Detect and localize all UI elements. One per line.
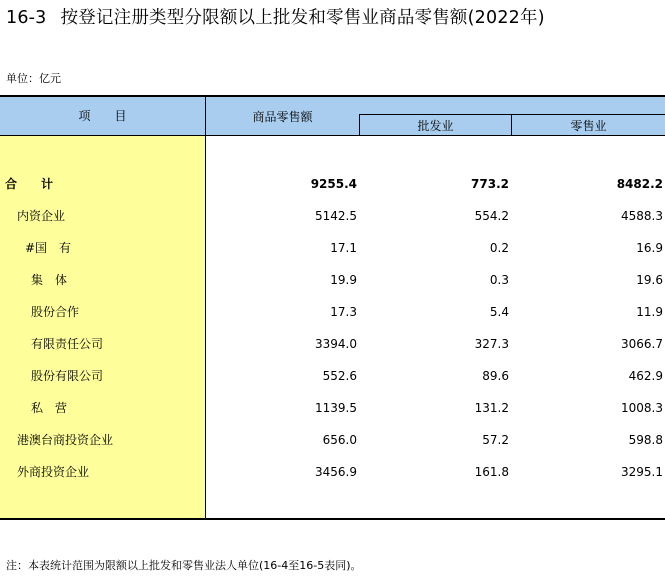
- page-title: [6, 6, 661, 30]
- table-row: [0, 270, 665, 290]
- row-label: 有限责任公司: [31, 337, 104, 351]
- cell-sales: 17.1: [330, 241, 357, 255]
- table-row: [0, 366, 665, 386]
- cell-retail: 8482.2: [616, 177, 663, 191]
- cell-retail: 462.9: [628, 369, 663, 383]
- table-row: [0, 462, 665, 482]
- row-label: 外商投资企业: [17, 465, 90, 479]
- row-label: 合 计: [5, 177, 54, 191]
- footnote: 注：本表统计范围为限额以上批发和零售业法人单位(16-4至16-5表同)。: [6, 559, 362, 572]
- row-label: 私 营: [31, 401, 68, 415]
- cell-sales: 5142.5: [315, 209, 357, 223]
- cell-wholesale: 57.2: [482, 433, 509, 447]
- cell-retail: 598.8: [628, 433, 663, 447]
- row-label: #国 有: [25, 241, 72, 255]
- cell-sales: 3456.9: [315, 465, 357, 479]
- cell-sales: 552.6: [322, 369, 357, 383]
- table-row: [0, 334, 665, 354]
- cell-wholesale: 0.2: [489, 241, 509, 255]
- cell-retail: 3295.1: [621, 465, 663, 479]
- table-row: [0, 206, 665, 226]
- table-row-total: [0, 174, 665, 194]
- row-label: 股份有限公司: [31, 369, 104, 383]
- row-label: 集 体: [31, 273, 68, 287]
- table-bottom-border: [0, 518, 665, 520]
- cell-wholesale: 89.6: [482, 369, 509, 383]
- table-title: 按登记注册类型分限额以上批发和零售业商品零售额(2022年): [60, 8, 545, 28]
- cell-sales: 17.3: [330, 305, 357, 319]
- table-row: [0, 430, 665, 450]
- header-retail: 零售业: [570, 119, 607, 133]
- cell-wholesale: 0.3: [489, 273, 509, 287]
- unit-label: 单位：亿元: [6, 72, 61, 85]
- cell-wholesale: 131.2: [474, 401, 509, 415]
- table-number: 16-3: [6, 8, 47, 28]
- subheader-divider: [359, 114, 665, 115]
- cell-wholesale: 327.3: [474, 337, 509, 351]
- row-label: 股份合作: [31, 305, 80, 319]
- cell-sales: 656.0: [322, 433, 357, 447]
- cell-sales: 3394.0: [315, 337, 357, 351]
- cell-sales: 1139.5: [315, 401, 357, 415]
- table-row: [0, 398, 665, 418]
- header-wholesale: 批发业: [417, 119, 454, 133]
- table-top-border: [0, 95, 665, 97]
- table-row: [0, 238, 665, 258]
- cell-retail: 4588.3: [621, 209, 663, 223]
- cell-retail: 11.9: [636, 305, 663, 319]
- header-retail-sales: 商品零售额: [252, 110, 313, 124]
- cell-sales: 9255.4: [310, 177, 357, 191]
- cell-retail: 19.6: [636, 273, 663, 287]
- cell-wholesale: 161.8: [474, 465, 509, 479]
- cell-sales: 19.9: [330, 273, 357, 287]
- cell-retail: 1008.3: [621, 401, 663, 415]
- cell-retail: 16.9: [636, 241, 663, 255]
- header-item: 项 目: [78, 109, 127, 123]
- cell-wholesale: 5.4: [489, 305, 509, 319]
- row-label: 港澳台商投资企业: [17, 433, 114, 447]
- cell-retail: 3066.7: [621, 337, 663, 351]
- table-row: [0, 302, 665, 322]
- data-table: [0, 95, 665, 520]
- cell-wholesale: 554.2: [474, 209, 509, 223]
- cell-wholesale: 773.2: [471, 177, 509, 191]
- row-label: 内资企业: [17, 209, 66, 223]
